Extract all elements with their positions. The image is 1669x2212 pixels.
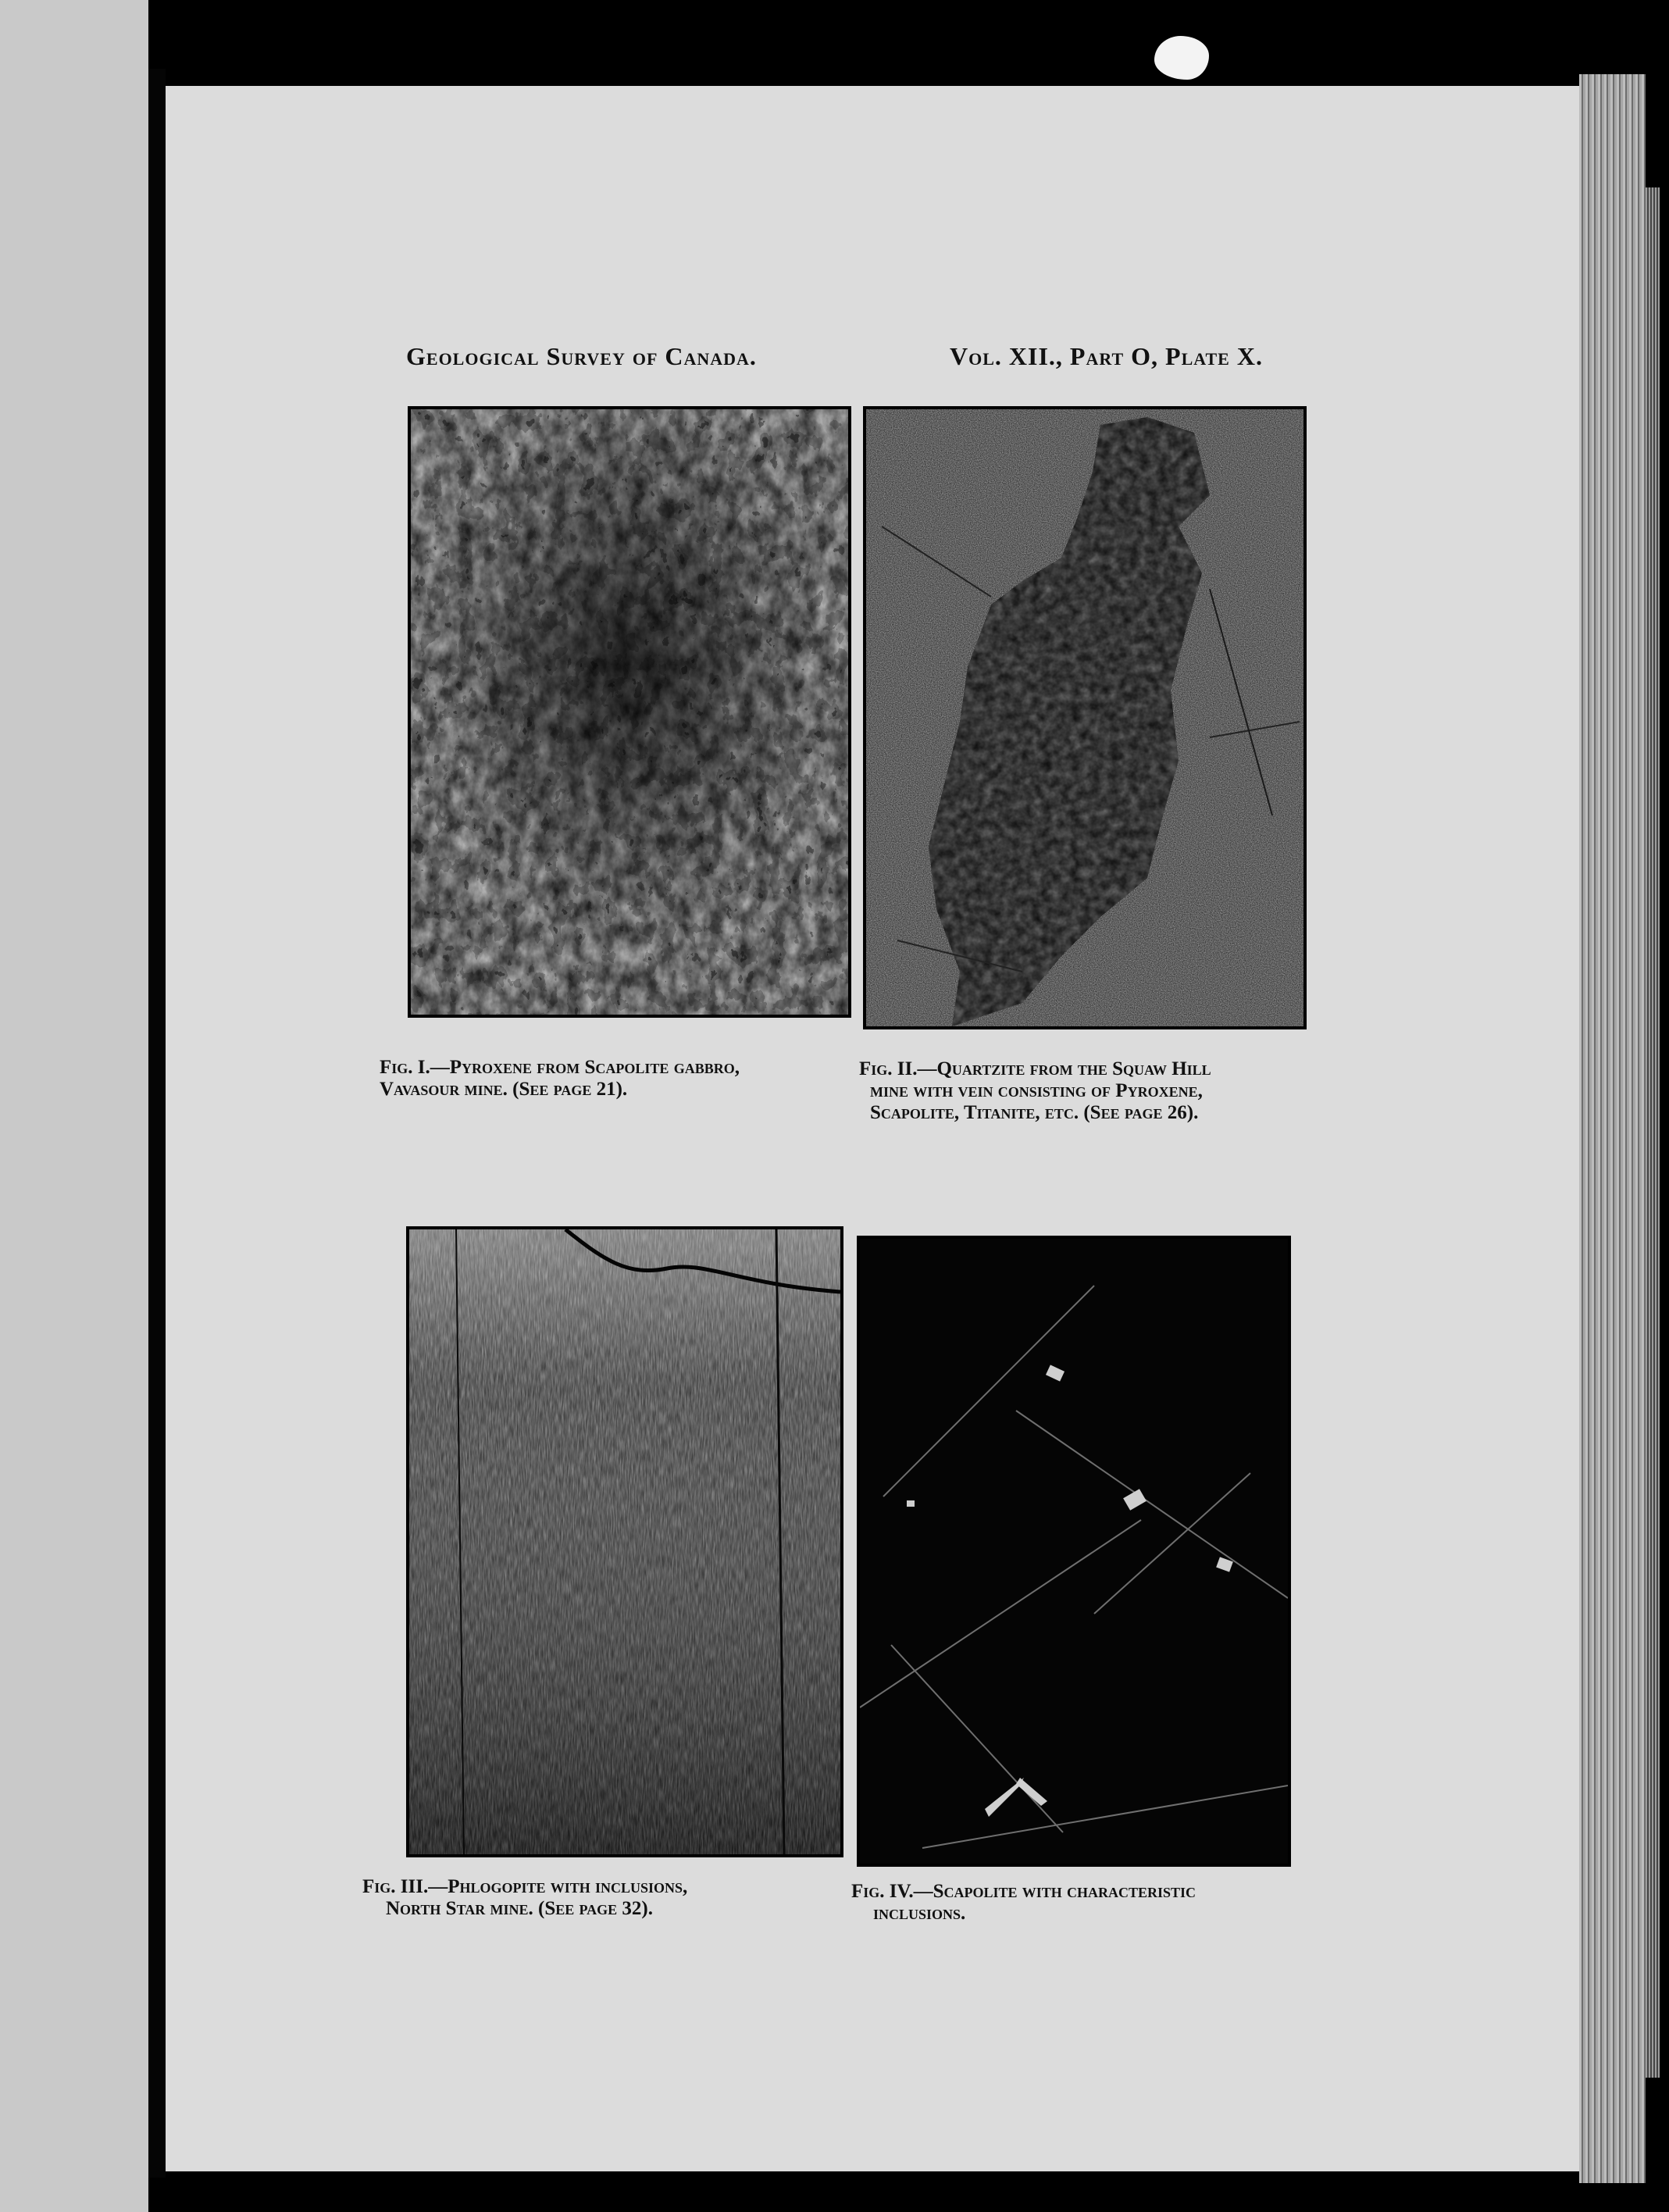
caption-line: Vavasour mine. (See page 21). [380, 1079, 628, 1100]
running-header-left: Geological Survey of Canada. [406, 342, 757, 370]
caption-line: Scapolite, Titanite, etc. (See page 26). [870, 1102, 1199, 1123]
caption-line: Fig. II.—Quartzite from the Squaw Hill [859, 1058, 1211, 1079]
caption-line: inclusions. [873, 1903, 966, 1924]
figure-2-plate [863, 406, 1307, 1029]
caption-line: Fig. IV.—Scapolite with characteristic [851, 1881, 1196, 1902]
page-stack-edges [1579, 74, 1646, 2183]
caption-line: mine with vein consisting of Pyroxene, [870, 1080, 1203, 1101]
caption-line: North Star mine. (See page 32). [386, 1898, 653, 1919]
figure-3-caption [362, 1876, 687, 1920]
quartzite-vein-micrograph [866, 409, 1303, 1026]
left-facing-page-edge [0, 0, 148, 2212]
paper-speck [1154, 36, 1209, 80]
phlogopite-micrograph [409, 1229, 840, 1854]
figure-4-caption [851, 1881, 1196, 1925]
scapolite-micrograph [860, 1239, 1288, 1864]
figure-1-plate [408, 406, 851, 1018]
running-header-right: Vol. XII., Part O, Plate X. [950, 342, 1263, 370]
figure-1-caption [380, 1057, 740, 1101]
page-stack-edges-outer [1646, 187, 1660, 2078]
pyroxene-micrograph [411, 409, 848, 1015]
figure-4-plate [857, 1236, 1291, 1867]
caption-line: Fig. I.—Pyroxene from Scapolite gabbro, [380, 1057, 740, 1078]
caption-line: Fig. III.—Phlogopite with inclusions, [362, 1876, 688, 1897]
figure-3-plate [406, 1226, 843, 1857]
figure-2-caption [859, 1058, 1211, 1124]
book-gutter [148, 69, 166, 2178]
